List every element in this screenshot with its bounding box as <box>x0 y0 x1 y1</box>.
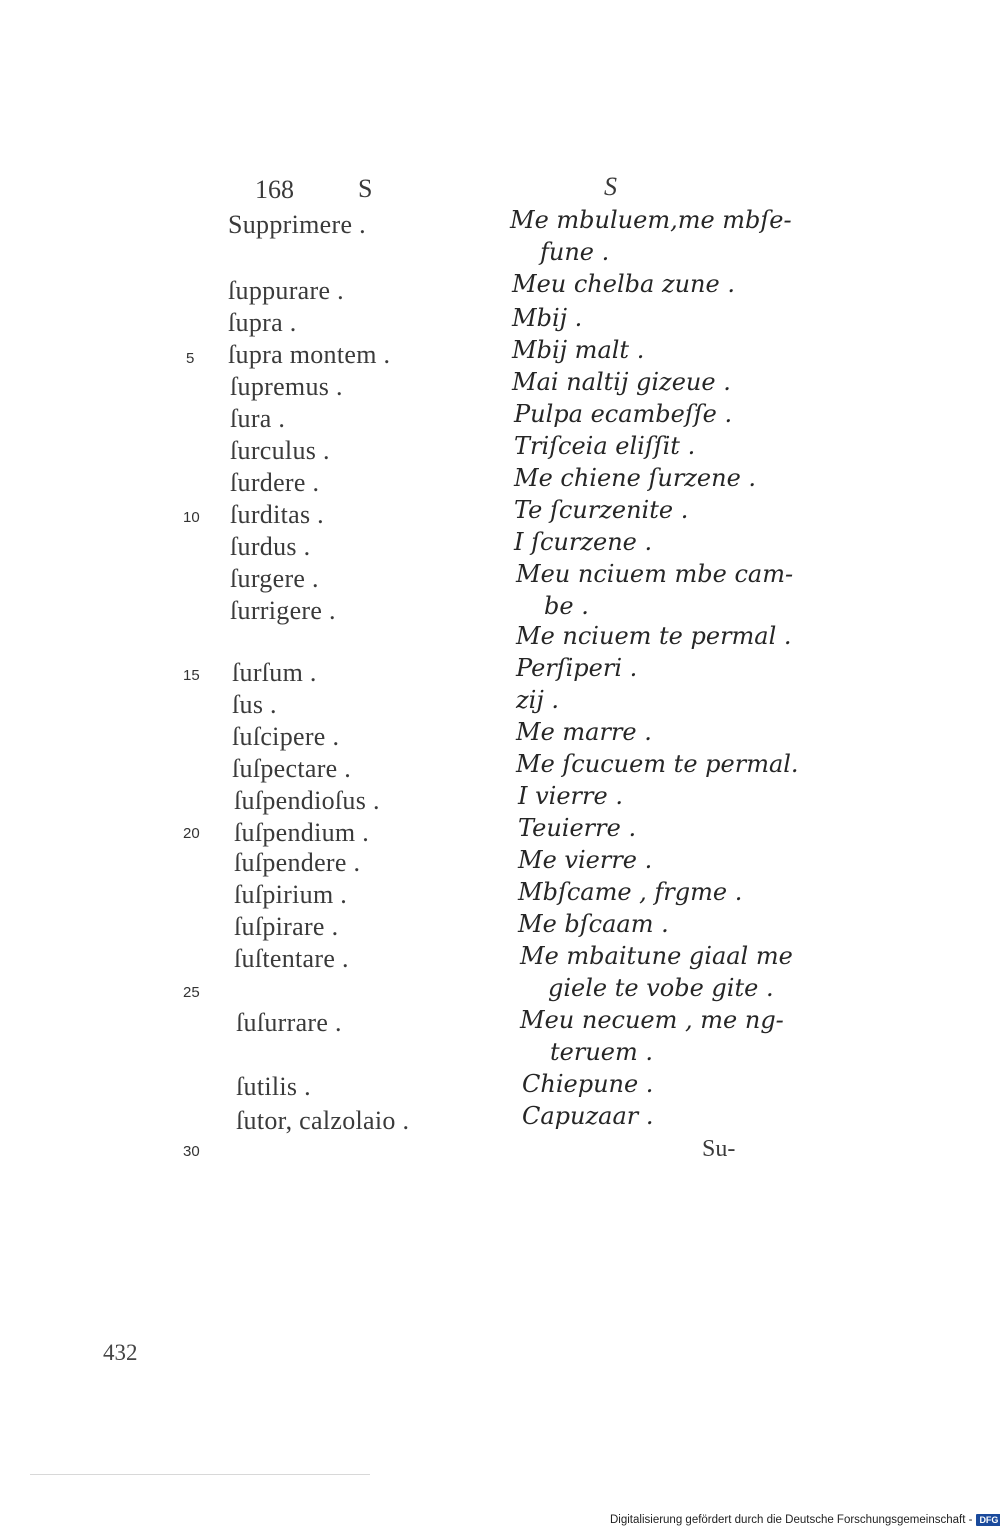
albanian-entry: Me vierre . <box>518 846 653 874</box>
latin-entry: ſurgere . <box>230 564 319 593</box>
latin-entry: ſuſtentare . <box>234 944 349 973</box>
latin-entry: ſupremus . <box>230 372 343 401</box>
line-number: 10 <box>183 509 200 526</box>
albanian-entry: Teuierre . <box>518 814 637 842</box>
albanian-entry: Mbij . <box>512 304 583 332</box>
albanian-entry: be . <box>544 592 589 620</box>
albanian-entry: Triſceia eliſſit . <box>514 432 696 460</box>
albanian-entry: Meu nciuem mbe cam- <box>516 560 794 588</box>
latin-entry: ſuſpectare . <box>232 754 352 783</box>
latin-entry: ſuppurare . <box>228 276 344 305</box>
albanian-entry: I vierre . <box>518 782 623 810</box>
albanian-entry: Te ſcurzenite . <box>514 496 689 524</box>
footer <box>610 1514 1000 1526</box>
latin-entry: ſupra montem . <box>228 340 391 369</box>
albanian-entry: Me bſcaam . <box>518 910 669 938</box>
albanian-entry: Me mbuluem,me mbſe- <box>510 206 792 234</box>
albanian-entry: teruem . <box>550 1038 653 1066</box>
latin-entry: ſurculus . <box>230 436 330 465</box>
albanian-entry: zij . <box>516 686 560 714</box>
albanian-entry: Mbſcame , frgme . <box>518 878 743 906</box>
albanian-entry: Me mbaitune giaal me <box>520 942 793 970</box>
latin-entry: ſutilis . <box>236 1072 311 1101</box>
dfg-logo: DFG <box>976 1514 1000 1526</box>
scan-artifact <box>30 1474 370 1475</box>
latin-entry: ſuſpendioſus . <box>234 786 380 815</box>
line-number: 25 <box>183 984 200 1001</box>
latin-entry: ſuſpendium . <box>234 818 370 847</box>
latin-entry: ſurſum . <box>232 658 317 687</box>
albanian-entry: Capuzaar . <box>522 1102 654 1130</box>
albanian-entry: Chiepune . <box>522 1070 654 1098</box>
line-number: 15 <box>183 667 200 684</box>
albanian-entry: Pulpa ecambeſſe . <box>514 400 733 428</box>
page-number: 432 <box>103 1340 138 1365</box>
albanian-entry: I ſcurzene . <box>514 528 653 556</box>
albanian-entry: Meu chelba zune . <box>512 270 735 298</box>
latin-entry: ſuſpirium . <box>234 880 348 909</box>
running-head-left-letter: S <box>358 174 373 203</box>
albanian-entry: fune . <box>540 238 610 266</box>
albanian-entry: Me chiene ſurzene . <box>514 464 757 492</box>
latin-entry: ſurrigere . <box>230 596 336 625</box>
digitization-credit: Digitalisierung gefördert durch die Deutsche Forschungsgemeinschaft - <box>610 1514 973 1526</box>
albanian-entry: Mbij malt . <box>512 336 645 364</box>
latin-entry: ſutor, calzolaio . <box>236 1106 410 1135</box>
latin-entry: ſurdere . <box>230 468 320 497</box>
latin-entry: Supprimere . <box>228 210 366 239</box>
latin-entry: ſurdus . <box>230 532 311 561</box>
latin-entry: ſuſpirare . <box>234 912 339 941</box>
latin-entry: ſurditas . <box>230 500 324 529</box>
albanian-entry: Meu necuem , me ng- <box>520 1006 784 1034</box>
albanian-entry: Me ſcucuem te permal. <box>516 750 799 778</box>
albanian-entry: Perſiperi . <box>516 654 638 682</box>
albanian-entry: Me marre . <box>516 718 652 746</box>
latin-entry: ſuſcipere . <box>232 722 340 751</box>
albanian-entry: Me nciuem te permal . <box>516 622 792 650</box>
latin-entry: ſupra . <box>228 308 297 337</box>
running-head-right-letter: S <box>604 172 617 201</box>
line-number: 5 <box>186 350 195 367</box>
latin-entry: ſus . <box>232 690 277 719</box>
albanian-entry: giele te vobe gite . <box>548 974 774 1002</box>
latin-entry: ſura . <box>230 404 286 433</box>
running-page-number: 168 <box>255 175 294 204</box>
latin-entry: ſuſurrare . <box>236 1008 342 1037</box>
line-number: 20 <box>183 825 200 842</box>
catchword: Su- <box>702 1136 736 1162</box>
albanian-entry: Mai naltij gizeue . <box>512 368 731 396</box>
line-number: 30 <box>183 1143 200 1160</box>
latin-entry: ſuſpendere . <box>234 848 361 877</box>
